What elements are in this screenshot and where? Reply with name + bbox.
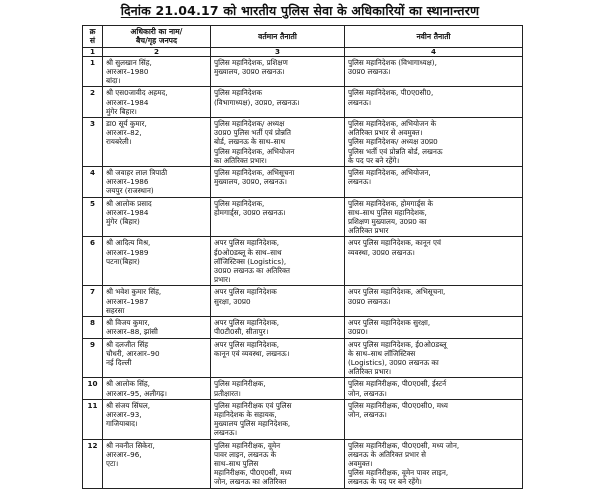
serial-number: 4 [83,167,103,198]
officer-line: आरआर–1986 [106,177,149,187]
officer-line: आरआर–96, [106,449,142,459]
new-posting-line: जोन, लखनऊ। [348,409,387,419]
officer-cell [103,197,211,237]
header-serial-line: सं [89,36,96,46]
new-posting-cell [345,399,523,439]
current-posting-cell [211,286,345,317]
column-number: 2 [103,47,211,56]
officer-line: आरआर–1984 [106,97,149,107]
new-posting-line: अपर पुलिस महानिदेशक, ई0ओ0डब्लू [348,339,447,349]
officer-line: श्री आलोक सिंह, [106,379,150,389]
new-posting-cell [345,439,523,488]
serial-number: 3 [83,118,103,167]
column-number: 1 [83,47,103,56]
officer-cell [103,399,211,439]
current-posting-line: पुलिस महानिदेशक/ अध्यक्ष [214,119,285,129]
officer-line: श्री दलजीत सिंह [106,339,149,349]
officer-line: श्री भवेश कुमार सिंह, [106,287,162,297]
officer-line: आरआर–1980 [106,67,149,77]
current-posting-line: पुलिस महानिदेशक, अभियोजन [214,146,295,156]
serial-number: 5 [83,197,103,237]
current-posting-cell [211,378,345,399]
current-posting-line: मुख्यालय, उ0प्र0 लखनऊ। [214,67,285,77]
current-posting-line: ई0ओ0डब्लू के साथ–साथ [214,247,282,257]
officer-line: श्री एस0जावीद अहमद, [106,88,168,98]
transfer-table [82,25,523,489]
new-posting-line: पुलिस महानिदेशक, होमगार्ड्स के [348,198,433,208]
document-title: दिनांक 21.04.17 को भारतीय पुलिस सेवा के अधिकारियों का स्थानान्तरण [120,3,480,18]
header-current-posting: वर्तमान तैनाती [211,26,345,48]
current-posting-line: पुलिस महानिरीक्षक, [214,379,266,389]
officer-line: श्री आलोक प्रसाद [106,198,152,208]
new-posting-line: के पद पर बने रहेंगे। [348,155,400,165]
new-posting-cell [345,317,523,338]
current-posting-line: सुरक्षा, उ0प्र0 [214,296,251,306]
table-row [83,317,523,338]
current-posting-line: पी0टी0सी, सीतापुर। [214,327,269,337]
new-posting-cell [345,338,523,378]
officer-line: गाजियाबाद। [106,419,138,429]
current-posting-cell [211,237,345,286]
officer-cell [103,118,211,167]
table-row [83,167,523,198]
officer-cell [103,286,211,317]
new-posting-line: अपर पुलिस महानिदेशक, अभिसूचना, [348,287,446,297]
new-posting-line: पुलिस महानिदेशक, अभियोजन, [348,168,431,178]
new-posting-cell [345,286,523,317]
current-posting-cell [211,118,345,167]
current-posting-line: महानिरीक्षक, पी0ए0सी, मध्य [214,468,292,478]
current-posting-line: प्रभार। [214,275,231,285]
new-posting-line: अपर पुलिस महानिदेशक, कानून एवं [348,238,441,248]
officer-line: रायबरेली। [106,137,132,147]
current-posting-line: अपर पुलिस महानिदेशक, [214,318,280,328]
new-posting-line: पुलिस महानिरीक्षक, पी0ए0सी, मध्य जोन, [348,440,460,450]
new-posting-line: व्यवस्था, उ0प्र0 लखनऊ। [348,247,415,257]
current-posting-cell [211,56,345,87]
new-posting-line: पुलिस महानिदेशक/ अध्यक्ष उ0प्र0 [348,137,438,147]
new-posting-cell [345,167,523,198]
officer-line: आरआर–93, [106,409,142,419]
new-posting-line: अवमुक्त। [348,458,373,468]
column-number: 4 [345,47,523,56]
table-row [83,56,523,87]
current-posting-line: लॉजिस्टिक्स (Logistics), [214,256,287,266]
officer-cell [103,378,211,399]
current-posting-line: साथ–साथ पुलिस [214,458,259,468]
new-posting-line: साथ–साथ पुलिस महानिदेशक, [348,207,427,217]
new-posting-line: पुलिस महानिदेशक (विभागाध्यक्ष), [348,57,437,67]
table-row [83,197,523,237]
officer-line: श्री नवनीत सिकेरा, [106,440,155,450]
table-row [83,118,523,167]
serial-number: 12 [83,439,103,488]
current-posting-line: उ0प्र0 पुलिस भर्ती एवं प्रोन्नति [214,128,291,138]
current-posting-line: उ0प्र0 लखनऊ का अतिरिक्त [214,266,290,276]
new-posting-line: पुलिस भर्ती एवं प्रोन्नति बोर्ड, लखनऊ [348,146,443,156]
officer-line: आरआर–1984 [106,207,149,217]
serial-number: 11 [83,399,103,439]
current-posting-line: महानिदेशक के सहायक, [214,409,277,419]
serial-number: 1 [83,56,103,87]
officer-line: पटना(बिहार) [106,256,140,266]
officer-cell [103,439,211,488]
current-posting-line: कानून एवं व्यवस्था, लखनऊ। [214,348,290,358]
officer-line: आरआर–1989 [106,247,149,257]
officer-line: आरआर–1987 [106,296,149,306]
officer-line: श्री सुलखान सिंह, [106,57,152,67]
new-posting-line: पुलिस महानिदेशक, पी0ए0सी0, [348,88,434,98]
officer-cell [103,237,211,286]
officer-cell [103,87,211,118]
current-posting-line: पुलिस महानिदेशक, प्रशिक्षण [214,57,288,67]
officer-line: श्री आदित्य मिश्र, [106,238,151,248]
serial-number: 2 [83,87,103,118]
officer-line: श्री विजय कुमार, [106,318,150,328]
new-posting-line: उ0प्र0 लखनऊ। [348,67,391,77]
current-posting-line: मुख्यालय पुलिस महानिदेशक, [214,419,291,429]
table-row [83,87,523,118]
table-row [83,338,523,378]
serial-number: 9 [83,338,103,378]
new-posting-line: अतिरिक्त प्रभार [348,226,389,236]
current-posting-line: जोन, लखनऊ का अतिरिक्त [214,477,287,487]
officer-line: आरआर–82, [106,128,142,138]
current-posting-cell [211,317,345,338]
serial-number: 6 [83,237,103,286]
new-posting-cell [345,56,523,87]
officer-cell [103,167,211,198]
new-posting-line: उ0प्र0। [348,327,368,337]
table-row [83,399,523,439]
current-posting-line: पुलिस महानिदेशक [214,88,263,98]
new-posting-cell [345,378,523,399]
new-posting-line: लखनऊ के पद पर बने रहेंगे। [348,477,422,487]
header-officer-line: बैच/गृह जनपद [135,36,178,46]
new-posting-line: (Logistics), उ0प्र0 लखनऊ का [348,357,439,367]
current-posting-line: पुलिस महानिरीक्षक एवं पुलिस [214,400,292,410]
current-posting-line: पुलिस महानिदेशक, अभिसूचना [214,168,295,178]
header-row [83,26,523,48]
current-posting-line: बोर्ड, लखनऊ के साथ–साथ [214,137,286,147]
serial-number: 10 [83,378,103,399]
new-posting-cell [345,197,523,237]
current-posting-cell [211,439,345,488]
current-posting-cell [211,197,345,237]
new-posting-line: प्रशिक्षण मुख्यालय, उ0प्र0 का [348,217,427,227]
current-posting-line: पुलिस महानिदेशक, [214,198,265,208]
table-body [83,56,523,488]
column-number-row [83,47,523,56]
current-posting-line: मुख्यालय, उ0प्र0, लखनऊ। [214,177,287,187]
new-posting-line: लखनऊ के अतिरिक्त प्रभार से [348,449,427,459]
current-posting-cell [211,87,345,118]
header-new-posting: नवीन तैनाती [345,26,523,48]
current-posting-line: होमगार्ड्स, उ0प्र0 लखनऊ। [214,207,286,217]
officer-cell [103,56,211,87]
officer-line: मुंगेर बिहार। [106,106,137,116]
new-posting-cell [345,118,523,167]
current-posting-line: अपर पुलिस महानिदेशक [214,287,277,297]
new-posting-line: जोन, लखनऊ। [348,388,387,398]
current-posting-line: पावर लाइन, लखनऊ के [214,449,277,459]
current-posting-line: प्रतीक्षारत। [214,388,241,398]
current-posting-line: पुलिस महानिरीक्षक, वूमेन [214,440,281,450]
officer-line: आरआर–88, झांसी [106,327,158,337]
header-officer [103,26,211,48]
new-posting-line: लखनऊ। [348,177,372,187]
new-posting-line: अतिरिक्त प्रभार। [348,367,392,377]
table-row [83,237,523,286]
new-posting-line: पुलिस महानिदेशक, अभियोजन के [348,119,437,129]
new-posting-cell [345,87,523,118]
new-posting-line: पुलिस महानिरीक्षक, पी0ए0सी0, मध्य [348,400,448,410]
table-row [83,286,523,317]
officer-line: जयपुर (राजस्थान) [106,186,154,196]
current-posting-line: अपर पुलिस महानिदेशक, [214,238,280,248]
new-posting-line: पुलिस महानिरीक्षक, वूमेन पावर लाइन, [348,468,449,478]
table-row [83,378,523,399]
officer-cell [103,317,211,338]
serial-number: 7 [83,286,103,317]
officer-line: श्री संजय सिंघल, [106,400,151,410]
new-posting-line: पुलिस महानिरीक्षक, पी0ए0सी, ईस्टर्न [348,379,447,389]
new-posting-line: अतिरिक्त प्रभार से अवमुक्त। [348,128,423,138]
header-officer-line: अधिकारी का नाम/ [130,27,183,36]
column-number: 3 [211,47,345,56]
current-posting-line: लखनऊ। [214,428,238,438]
officer-line: चौधरी, आरआर–90 [106,348,160,358]
new-posting-line: लखनऊ। [348,97,372,107]
new-posting-line: उ0प्र0 लखनऊ। [348,296,391,306]
officer-line: एटा। [106,458,119,468]
officer-line: मुंगेर (बिहार) [106,217,140,227]
current-posting-line: (विभागाध्यक्ष), उ0प्र0, लखनऊ। [214,97,300,107]
officer-line: बांदा। [106,76,121,86]
officer-line: आरआर–95, अलीगढ़। [106,388,167,398]
officer-line: डा0 सूर्य कुमार, [106,119,147,129]
current-posting-cell [211,399,345,439]
header-serial [83,26,103,48]
header-serial-line: क्र [89,27,96,36]
officer-cell [103,338,211,378]
officer-line: नई दिल्ली [106,357,132,367]
current-posting-cell [211,167,345,198]
officer-line: सहरसा [106,305,125,315]
officer-line: श्री जवाहर लाल त्रिपाठी [106,168,168,178]
current-posting-line: अपर पुलिस महानिदेशक, [214,339,280,349]
new-posting-cell [345,237,523,286]
serial-number: 8 [83,317,103,338]
current-posting-cell [211,338,345,378]
table-row [83,439,523,488]
new-posting-line: अपर पुलिस महानिदेशक सुरक्षा, [348,318,431,328]
current-posting-line: का अतिरिक्त प्रभार। [214,155,267,165]
new-posting-line: के साथ–साथ लॉजिस्टिक्स [348,348,416,358]
